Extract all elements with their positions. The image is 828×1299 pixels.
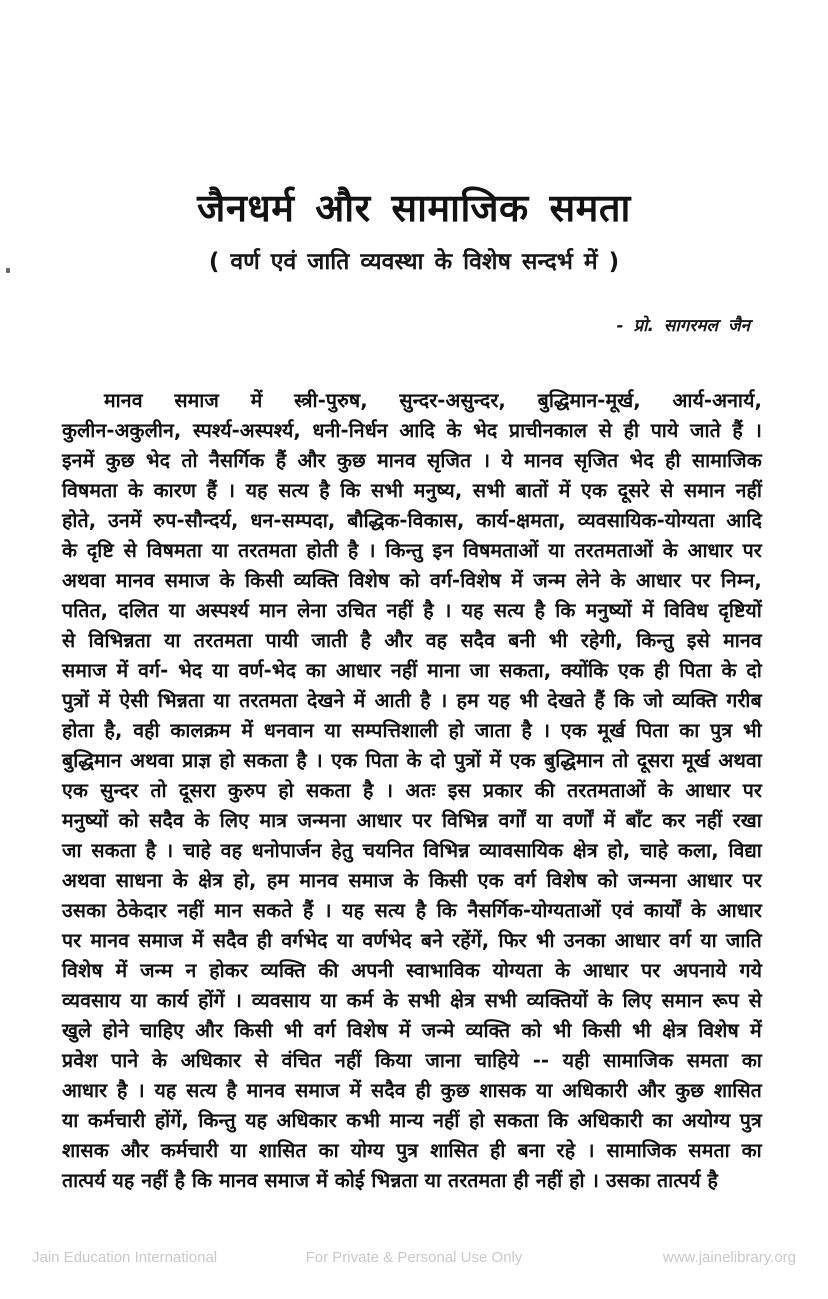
footer-website-url[interactable]: www.jainelibrary.org	[662, 1249, 796, 1266]
body-line: इनमें कुछ भेद तो नैसर्गिक हैं और कुछ मानव सृजित । ये मानव सृजित भेद ही सामाजिक	[62, 449, 762, 472]
body-line: कुलीन-अकुलीन, स्पर्श्य-अस्पर्श्य, धनी-निर्धन आदि के भेद प्राचीनकाल से ही पाये जाते हैं ।	[62, 419, 762, 442]
body-line: अथवा मानव समाज के किसी व्यक्ति विशेष को वर्ग-विशेष में जन्म लेने के आधार पर निम्न,	[62, 569, 762, 592]
body-line: पर मानव समाज में सदैव ही वर्गभेद या वर्णभेद बने रहेंगें, फिर भी उनका आधार वर्ग या जाति	[62, 929, 762, 952]
body-line: आधार है । यह सत्य है मानव समाज में सदैव ही कुछ शासक या अधिकारी और कुछ शासित	[62, 1079, 762, 1102]
body-line: जा सकता है । चाहे वह धनोपार्जन हेतु चयनित विभिन्न व्यावसायिक क्षेत्र हो, चाहे कला, विद्या	[62, 839, 762, 862]
body-line: मनुष्यों को सदैव के लिए मात्र जन्मना आधार पर विभिन्न वर्गों या वर्णों में बाँट कर नहीं रखा	[62, 809, 762, 832]
body-line: के दृष्टि से विषमता या तरतमता होती है । किन्तु इन विषमताओं या तरतमताओं के आधार पर	[62, 539, 762, 562]
footer-usage-notice: For Private & Personal Use Only	[305, 1249, 523, 1266]
body-line: या कर्मचारी होंगें, किन्तु यह अधिकार कभी मान्य नहीं हो सकता कि अधिकारी का अयोग्य पुत्र	[62, 1109, 762, 1132]
author-byline: - प्रो. सागरमल जैन	[616, 316, 750, 336]
body-line: व्यवसाय या कार्य होंगें । व्यवसाय या कर्म के सभी क्षेत्र सभी व्यक्तियों के लिए समान रूप से	[62, 989, 762, 1012]
body-line: पतित, दलित या अस्पर्श्य मान लेना उचित नहीं है । यह सत्य है कि मनुष्यों में विविध दृष्टियों	[62, 599, 762, 622]
body-line: मानव समाज में स्त्री-पुरुष, सुन्दर-असुन्दर, बुद्धिमान-मूर्ख, आर्य-अनार्य,	[104, 389, 762, 412]
body-text-column	[62, 386, 762, 1196]
body-line: समाज में वर्ग- भेद या वर्ण-भेद का आधार नहीं माना जा सकता, क्योंकि एक ही पिता के दो	[62, 659, 762, 682]
body-line: प्रवेश पाने के अधिकार से वंचित नहीं किया जाना चाहिये -- यही सामाजिक समता का	[62, 1049, 762, 1072]
body-line: विशेष में जन्म न होकर व्यक्ति की अपनी स्वाभाविक योग्यता के आधार पर अपनाये गये	[62, 959, 762, 982]
page-subtitle: ( वर्ण एवं जाति व्यवस्था के विशेष सन्दर्भ में )	[208, 248, 620, 275]
body-line: एक सुन्दर तो दूसरा कुरुप हो सकता है । अतः इस प्रकार की तरतमताओं के आधार पर	[62, 779, 762, 802]
body-line: से विभिन्नता या तरतमता पायी जाती है और वह सदैव बनी भी रहेगी, किन्तु इसे मानव	[62, 629, 762, 652]
body-line: शासक और कर्मचारी या शासित का योग्य पुत्र शासित ही बना रहे । सामाजिक समता का	[62, 1139, 762, 1162]
page-footer	[0, 1249, 828, 1269]
heading-block	[0, 186, 828, 276]
footer-publisher-label: Jain Education International	[32, 1249, 218, 1266]
body-line: उसका ठेकेदार नहीं मान सकते हैं । यह सत्य है कि नैसर्गिक-योग्यताओं एवं कार्यों के आधार	[62, 899, 762, 922]
body-line: होता है, वही कालक्रम में धनवान या सम्पत्तिशाली हो जाता है । एक मूर्ख पिता का पुत्र भी	[62, 719, 762, 742]
body-line: विषमता के कारण हैं । यह सत्य है कि सभी मनुष्य, सभी बातों में एक दूसरे से समान नहीं	[62, 479, 762, 502]
body-line: खुले होने चाहिए और किसी भी वर्ग विशेष में जन्मे व्यक्ति को भी किसी भी क्षेत्र विशेष में	[62, 1019, 762, 1042]
body-line: बुद्धिमान अथवा प्राज्ञ हो सकता है । एक पिता के दो पुत्रों में एक बुद्धिमान तो दूसरा मूर्ख अथवा	[62, 749, 762, 772]
body-line: तात्पर्य यह नहीं है कि मानव समाज में कोई भिन्नता या तरतमता ही नहीं हो । उसका तात्पर्य है	[62, 1169, 718, 1192]
page-title: जैनधर्म और सामाजिक समता	[197, 186, 631, 230]
body-line: अथवा साधना के क्षेत्र हो, हम मानव समाज के किसी एक वर्ग विशेष को जन्मना आधार पर	[62, 869, 762, 892]
body-line: होते, उनमें रुप-सौन्दर्य, धन-सम्पदा, बौद्धिक-विकास, कार्य-क्षमता, व्यवसायिक-योग्यता आदि	[62, 509, 762, 532]
body-line: पुत्रों में ऐसी भिन्नता या तरतमता देखने में आती है । हम यह भी देखते हैं कि जो व्यक्ति गरीब	[62, 689, 762, 712]
